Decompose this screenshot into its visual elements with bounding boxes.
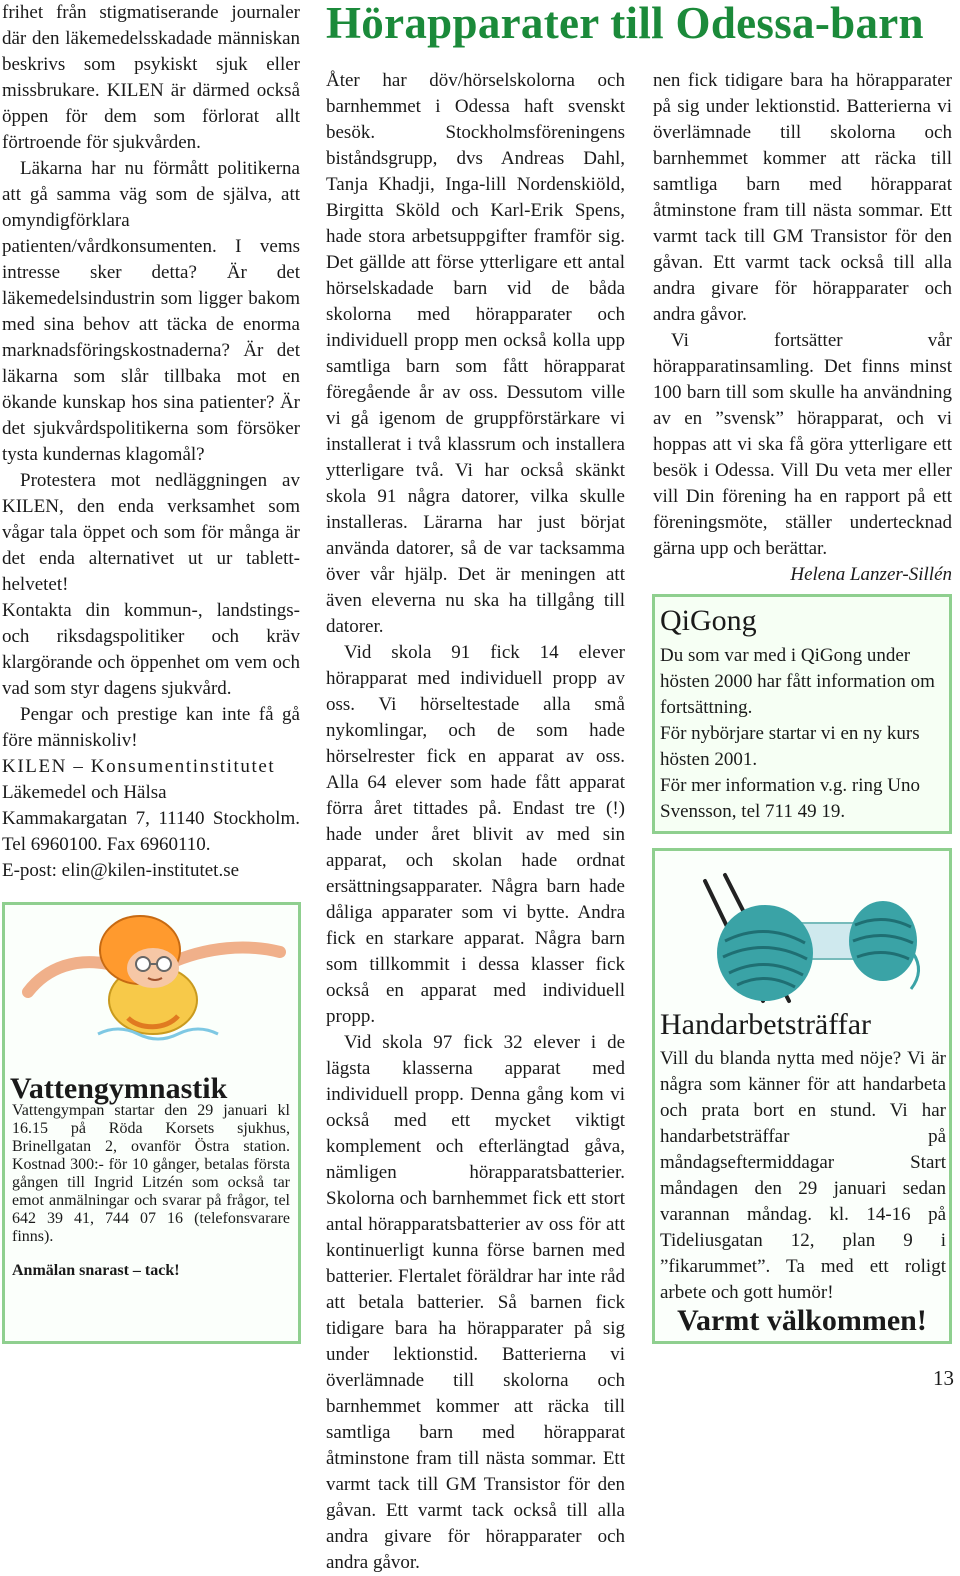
- article-paragraph: Vid skola 91 fick 14 elever hörapparat med individuell propp av oss. Vi hörseltestade alla små nykomlingar, och de som hade hörselrester fick en apparat av oss. Alla 64 elever som hade fått apparat förra året tittades på. Endast tre (!) hade under året blivit av med sin apparat, och skolan hade ordnat ersättningsapparater. Några barn hade dåliga apparater som vi bytte. Andra fick en starkare apparat. Några barn som tillkommit i dessa klasser fick också en apparat med individuell propp.: [326, 642, 625, 1027]
- left-paragraph: Läkarna har nu förmått politikerna att gå samma väg som de själva, att omyndigförklara patienten/vårdkonsumenten. I vems intresse sker detta? Är det läkemedelsindustrin som ligger bakom med sina behov att täcka de enorma marknadsföringskostnaderna? Är det läkarna som slår tillbaka mot en ökande kunskap hos sina patienter? Är det sjukvårdspolitikerna som försöker tysta kundernas klagomål?: [2, 158, 300, 465]
- yarn-illustration: [685, 861, 925, 1011]
- article-paragraph: Vi fortsätter vår hörapparatinsamling. Det finns minst 100 barn till som skulle ha användning av en ”svensk” hörapparat, och vi hoppas att vi ska få göra ytterligare ett besök i Odessa. Vill Du veta mer eller vill Din förening ha en rapport på ett föreningsmöte, ställer undertecknad gärna upp och berättar.: [653, 330, 952, 559]
- contact-email[interactable]: E-post: elin@kilen-institutet.se: [2, 860, 240, 881]
- contact-address: Kammakargatan 7, 11140 Stockholm. Tel 6960100. Fax 6960110.: [2, 808, 300, 855]
- contact-org-sub: Läkemedel och Hälsa: [2, 782, 167, 803]
- vattengymnastik-title: Vattengymnastik: [10, 1071, 228, 1105]
- article-paragraph: Vid skola 97 fick 32 elever i de lägsta klasserna apparat med individuell propp. Denna gång kom vi också med ett mycket viktigt komplement och efterlängtad gåva, nämligen hörapparatsbatterier. Skolorna och barnhemmet fick ett stort antal hörapparatsbatterier av oss för att kontinuerligt kunna förse barnen med batterier. Flertalet föräldrar har inte råd att betala batterier. Så barnen fick tidigare bara ha hörapparater på sig under lektionstid. Batterierna vi överlämnade till skolorna och barnhemmet kommer att räcka till samtliga barn med hörapparat åtminstone fram till nästa sommar. Ett varmt tack till GM Transistor för den gåvan. Ett varmt tack också till alla andra givare för hörapparater och andra gåvor.: [326, 1032, 625, 1573]
- swimmer-illustration: [8, 906, 293, 1046]
- contact-block: [2, 754, 300, 884]
- article-headline: Hörapparater till Odessa-barn: [326, 0, 924, 48]
- qigong-paragraph: Du som var med i QiGong under hösten 2000 har fått information om fortsättning.: [660, 645, 935, 718]
- vattengymnastik-text-block: [12, 1086, 290, 1280]
- article-signature: Helena Lanzer-Sillén: [790, 564, 952, 585]
- qigong-text-block: [660, 643, 946, 825]
- handarbete-welcome: Varmt välkommen!: [677, 1304, 927, 1337]
- contact-org: KILEN – Konsumentinstitutet: [2, 756, 276, 777]
- qigong-box: [652, 594, 952, 834]
- qigong-paragraph: För mer information v.g. ring Uno Svensson, tel 711 49 19.: [660, 775, 920, 822]
- qigong-title: QiGong: [660, 604, 757, 637]
- article-paragraph: Åter har döv/hörselskolorna och barnhemmet i Odessa haft svenskt besök. Stockholmsföreningens biståndsgrupp, dvs Andreas Dahl, Tanja Khadji, Inga-lill Nordenskiöld, Birgitta Sköld och Karl-Erik Spens, hade stora arbetsuppgifter framför sig. Det gällde att förse ytterligare ett antal hörselskadade barn vid de båda skolorna med hörapparater och individuell propp men också kolla upp samtliga barn som fått hörapparat föregående år av oss. Dessutom ville vi gå igenom de gruppförstärkare vi installerat i två klassrum och installera ytterligare två. Vi har också skänkt skola 91 några datorer, vilka skulle installeras. Lärarna har just börjat använda datorer, så de var tacksamma över vår hjälp. Det är meningen att även eleverna nu ska ha tillgång till datorer.: [326, 70, 625, 637]
- handarbete-text: Vill du blanda nytta med nöje? Vi är några som känner för att handarbeta och prata bort en stund. Vi har handarbetsträffar på måndagseftermiddagar Start måndagen den 29 januari sedan varannan måndag. kl. 14-16 på Tideliusgatan 12, plan 9 i ”fikarummet”. Ta med ett roligt arbete och gott humör!: [660, 1048, 946, 1303]
- qigong-paragraph: För nybörjare startar vi en ny kurs hösten 2001.: [660, 723, 920, 770]
- left-paragraph: frihet från stigmatiserande journaler där den läkemedelsskadade människan beskrivs som psykiskt sjuk eller missbrukare. KILEN är därmed också öppen för dem som förlorat allt förtroende för sjukvården.: [2, 2, 300, 153]
- vattengymnastik-text: Vattengympan startar den 29 januari kl 16.15 på Röda Korsets sjukhus, Brinellgatan 2, ovanför Östra station. Kostnad 300:- för 10 gånger, betalas första gången till Ingrid Litzén som också tar emot anmälningar och svarar på frågor, tel 642 39 41, 744 07 16 (telefonsvarare finns).: [12, 1102, 290, 1245]
- page-number: 13: [933, 1366, 954, 1390]
- article-column-right: [653, 68, 952, 588]
- article-paragraph-continued: nen fick tidigare bara ha hörapparater på sig under lektionstid. Batterierna vi överlämnade till skolorna och barnhemmet kommer att räcka till samtliga barn med hörapparat åtminstone fram till nästa sommar. Ett varmt tack till GM Transistor för den gåvan. Ett varmt tack också till alla andra givare för hörapparater och andra gåvor.: [653, 70, 952, 325]
- article-column-middle: [326, 68, 625, 1573]
- left-paragraph: Protestera mot nedläggningen av KILEN, den enda verksamhet som vågar tala öppet och som för många är det enda alternativet ut ur tablett-helvetet!: [2, 470, 300, 595]
- left-column: [2, 0, 300, 884]
- handarbete-box: [652, 848, 952, 1344]
- vattengymnastik-cta: Anmälan snarast – tack!: [12, 1262, 180, 1279]
- handarbete-title: Handarbetsträffar: [660, 1008, 871, 1041]
- left-paragraph: Kontakta din kommun-, landstings- och riksdagspolitiker och kräv klargörande och öppenhet om vem och vad som styr dagens sjukvård.: [2, 600, 300, 699]
- left-paragraph: Pengar och prestige kan inte få gå före människoliv!: [2, 704, 300, 751]
